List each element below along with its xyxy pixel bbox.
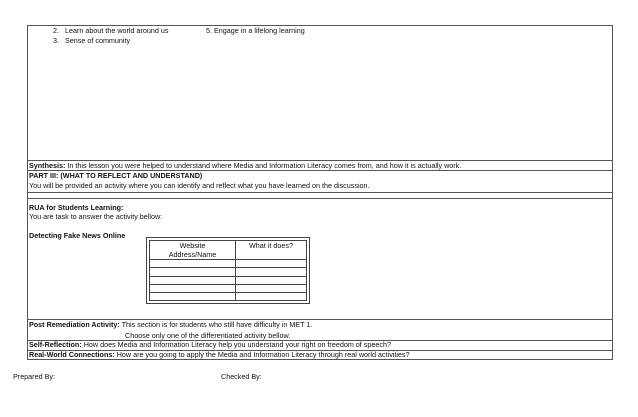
self-reflection-text: How does Media and Information Literacy help you understand your right on freedom of speech? bbox=[81, 340, 391, 349]
header-website-line1: Website bbox=[179, 241, 206, 250]
table-row bbox=[150, 276, 306, 277]
list-item-3: 3. Sense of community bbox=[53, 36, 131, 45]
table-row bbox=[150, 292, 306, 293]
real-world-text: How are you going to apply the Media and Information Literacy through real world activities? bbox=[114, 350, 410, 359]
part3-title: PART III: (WHAT TO REFLECT AND UNDERSTAND) bbox=[29, 171, 203, 180]
post-remediation-text: This section is for students who still have difficulty in MET 1. bbox=[119, 320, 313, 329]
post-remediation-row bbox=[29, 320, 312, 329]
header-website-line2: Address/Name bbox=[168, 250, 217, 259]
self-reflection-row bbox=[29, 340, 391, 349]
table-row bbox=[150, 284, 306, 285]
header-website bbox=[150, 241, 235, 259]
synthesis-text: In this lesson you were helped to understand where Media and Information Literacy comes from, and how it is actually work. bbox=[65, 161, 462, 170]
post-remediation-text2: Choose only one of the differentiated activity bellow. bbox=[125, 331, 291, 340]
table-row bbox=[150, 267, 306, 268]
self-reflection-label: Self-Reflection: bbox=[29, 340, 82, 349]
rua-title: RUA for Students Learning: bbox=[29, 203, 124, 212]
prepared-by-label: Prepared By: bbox=[13, 372, 55, 381]
synthesis-label: Synthesis: bbox=[29, 161, 66, 170]
header-what-it-does: What it does? bbox=[249, 241, 293, 250]
list-item-2: 2. Learn about the world around us bbox=[53, 26, 169, 35]
rua-text: You are task to answer the activity bellow: bbox=[29, 212, 163, 221]
list-item-5: 5. Engage in a lifelong learning bbox=[206, 26, 305, 35]
row-divider bbox=[27, 192, 613, 193]
activity-table bbox=[149, 240, 307, 301]
row-divider bbox=[27, 198, 613, 199]
post-remediation-label: Post Remediation Activity: bbox=[29, 320, 120, 329]
activity-title: Detecting Fake News Online bbox=[29, 231, 126, 240]
real-world-row bbox=[29, 350, 410, 359]
synthesis-row bbox=[29, 161, 461, 170]
table-row bbox=[150, 259, 306, 260]
real-world-label: Real-World Connections: bbox=[29, 350, 115, 359]
part3-text: You will be provided an activity where you can identify and reflect what you have learned on the discussion. bbox=[29, 181, 370, 190]
checked-by-label: Checked By: bbox=[221, 372, 262, 381]
